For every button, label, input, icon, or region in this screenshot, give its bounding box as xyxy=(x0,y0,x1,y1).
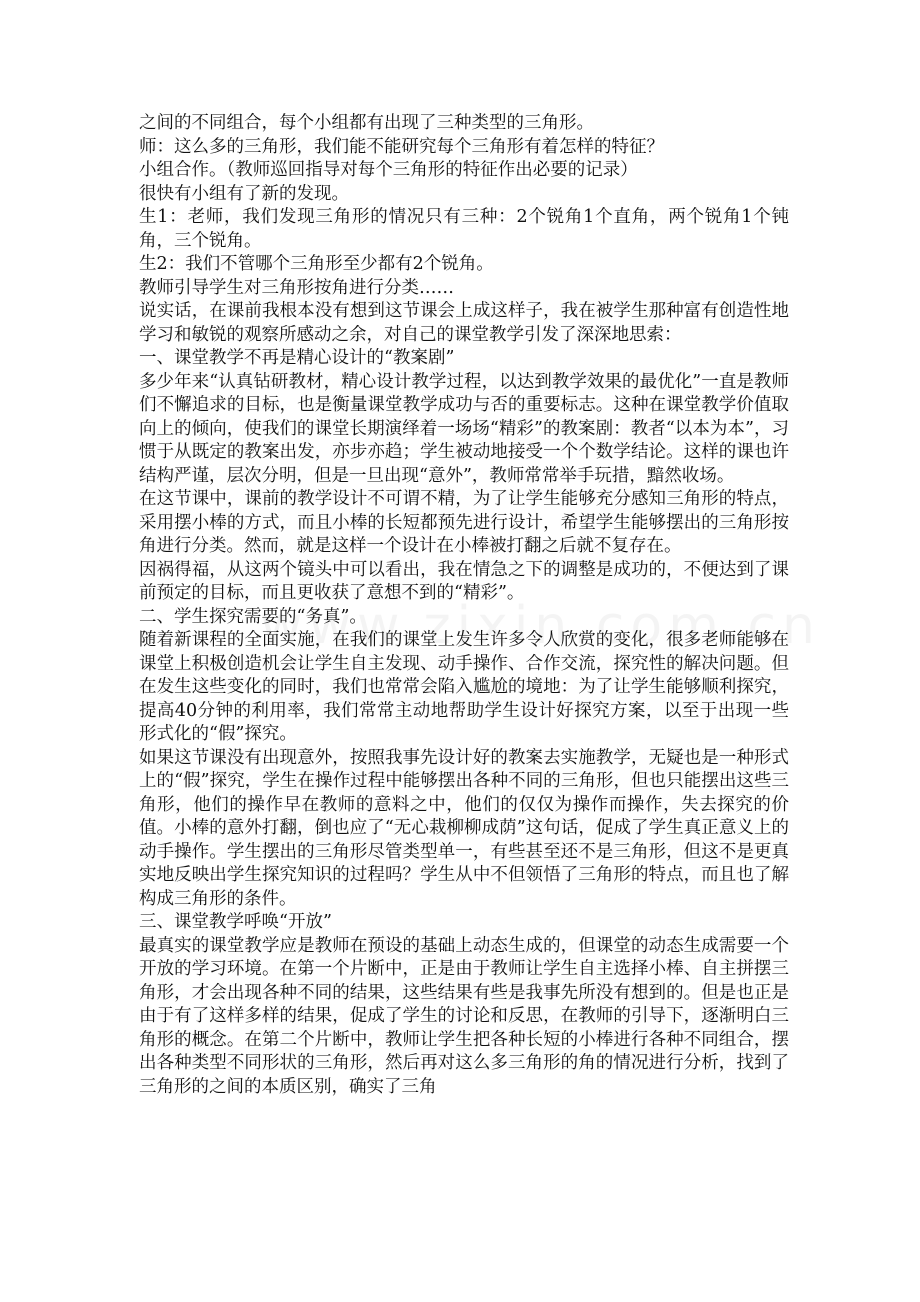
paragraph-7: 教师引导学生对三角形按角进行分类…… xyxy=(139,277,454,298)
paragraph-9: 多少年来“认真钻研教材，精心设计教学过程，以达到教学效果的最优化”一直是教师们不懈追求的目标，也是衡量课堂教学成功与否的重要标志。这种在课堂教学价值取向上的倾向，使我们的课堂长期演绎着一场场“精彩”的教案剧：教者“以本为本”，习惯于从既定的教案出发，亦步亦趋；学生被动地接受一个个数学结论。这样的课也许结构严谨，层次分明，但是一旦出现“意外”，教师常常举手玩措，黯然收场。 xyxy=(139,371,789,486)
paragraph-5: 生1：老师，我们发现三角形的情况只有三种：2个锐角1个直角，两个锐角1个钝角，三个锐角。 xyxy=(139,207,789,251)
section-heading-3: 三、课堂教学呼唤“开放” xyxy=(139,912,332,932)
document-body xyxy=(139,112,789,1099)
paragraph-2: 师：这么多的三角形，我们能不能研究每个三角形有着怎样的特征？ xyxy=(139,136,664,157)
paragraph-4: 很快有小组有了新的发现。 xyxy=(139,183,349,204)
paragraph-10: 在这节课中，课前的教学设计不可谓不精，为了让学生能够充分感知三角形的特点，采用摆小棒的方式，而且小棒的长短都预先进行设计，希望学生能够摆出的三角形按角进行分类。然而，就是这样一个设计在小棒被打翻之后就不复存在。 xyxy=(139,489,789,556)
paragraph-11: 因祸得福，从这两个镜头中可以看出，我在情急之下的调整是成功的，不便达到了课前预定的目标，而且更收获了意想不到的“精彩”。 xyxy=(139,559,789,603)
section-heading-1: 一、课堂教学不再是精心设计的“教案剧” xyxy=(139,348,455,368)
section-heading-2: 二、学生探究需要的“务真”。 xyxy=(139,606,367,627)
paragraph-13: 如果这节课没有出现意外，按照我事先设计好的教案去实施教学，无疑也是一种形式上的“假”探究，学生在操作过程中能够摆出各种不同的三角形，但也只能摆出这些三角形，他们的操作早在教师的意料之中，他们的仅仅为操作而操作，失去探究的价值。小棒的意外打翻，倒也应了“无心栽柳柳成荫”这句话，促成了学生真正意义上的动手操作。学生摆出的三角形尽管类型单一，有些甚至还不是三角形，但这不是更真实地反映出学生探究知识的过程吗？学生从中不但领悟了三角形的特点，而且也了解构成三角形的条件。 xyxy=(139,747,789,909)
paragraph-1: 之间的不同组合，每个小组都有出现了三种类型的三角形。 xyxy=(139,113,594,133)
paragraph-8: 说实话，在课前我根本没有想到这节课会上成这样子，我在被学生那种富有创造性地学习和敏锐的观察所感动之余，对自己的课堂教学引发了深深地思索： xyxy=(139,301,789,345)
paragraph-14: 最真实的课堂教学应是教师在预设的基础上动态生成的，但课堂的动态生成需要一个开放的学习环境。在第一个片断中，正是由于教师让学生自主选择小棒、自主拼摆三角形，才会出现各种不同的结果，这些结果有些是我事先所没有想到的。但是也正是由于有了这样多样的结果，促成了学生的讨论和反思，在教师的引导下，逐渐明白三角形的概念。在第二个片断中，教师让学生把各种长短的小棒进行各种不同组合，摆出各种类型不同形状的三角形，然后再对这么多三角形的角的情况进行分析，找到了三角形的之间的本质区别，确实了三角 xyxy=(139,935,789,1097)
paragraph-12: 随着新课程的全面实施，在我们的课堂上发生许多令人欣赏的变化，很多老师能够在课堂上积极创造机会让学生自主发现、动手操作、合作交流，探究性的解决问题。但在发生这些变化的同时，我们也常常会陷入尴尬的境地：为了让学生能够顺利探究，提高40分钟的利用率，我们常常主动地帮助学生设计好探究方案，以至于出现一些形式化的“假”探究。 xyxy=(139,630,789,744)
paragraph-6: 生2：我们不管哪个三角形至少都有2个锐角。 xyxy=(139,254,494,274)
paragraph-3: 小组合作。（教师巡回指导对每个三角形的特征作出必要的记录） xyxy=(139,160,638,180)
